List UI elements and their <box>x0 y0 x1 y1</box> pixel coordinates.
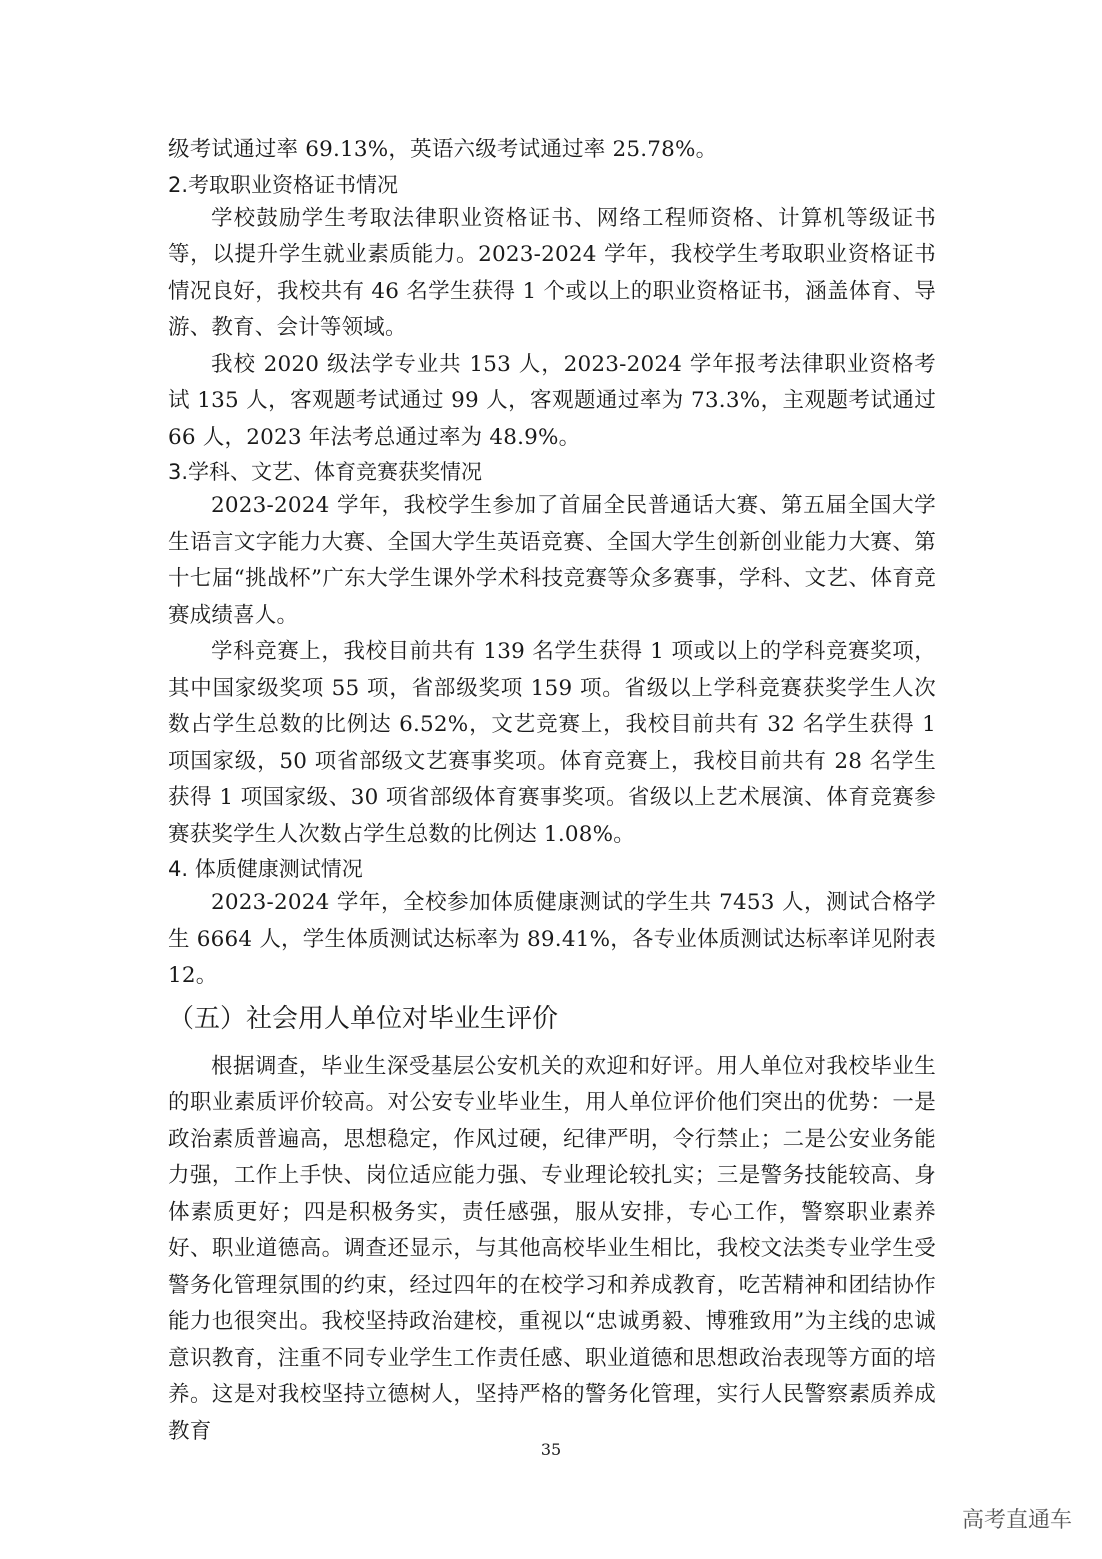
subheading-certificates: 2.考取职业资格证书情况 <box>168 172 399 197</box>
page-number: 35 <box>540 1440 562 1459</box>
paragraph-continued: 级考试通过率 69.13%，英语六级考试通过率 25.78%。 <box>168 137 718 162</box>
subheading-competitions: 3.学科、文艺、体育竞赛获奖情况 <box>168 460 483 484</box>
paragraph-employer-evaluation: 根据调查，毕业生深受基层公安机关的欢迎和好评。用人单位对我校毕业生的职业素质评价较高。对公安专业毕业生，用人单位评价他们突出的优势：一是政治素质普遍高，思想稳定，作风过硬，纪律严明，令行禁止；二是公安业务能力强，工作上手快、岗位适应能力强、专业理论较扎实；三是警务技能较高、身体素质更好；四是积极务实，责任感强，服从安排，专心工作，警察职业素养好、职业道德高。调查还显示，与其他高校毕业生相比，我校文法类专业学生受警务化管理氛围的约束，经过四年的在校学习和养成教育，吃苦精神和团结协作能力也很突出。我校坚持政治建校，重视以“忠诚勇毅、博雅致用”为主线的忠诚意识教育，注重不同专业学生工作责任感、职业道德和思想政治表现等方面的培养。这是对我校坚持立德树人，坚持严格的警务化管理，实行人民警察素质养成教育 <box>168 1053 936 1444</box>
paragraph-fitness: 2023-2024 学年，全校参加体质健康测试的学生共 7453 人，测试合格学生 6664 人，学生体质测试达标率为 89.41%，各专业体质测试达标率详见附表 12。 <box>168 890 936 988</box>
subheading-fitness: 4. 体质健康测试情况 <box>168 857 363 881</box>
page-content <box>168 132 936 1450</box>
paragraph-competitions-intro: 2023-2024 学年，我校学生参加了首届全民普通话大赛、第五届全国大学生语言文字能力大赛、全国大学生英语竞赛、全国大学生创新创业能力大赛、第十七届“挑战杯”广东大学生课外学术科技竞赛等众多赛事，学科、文艺、体育竞赛成绩喜人。 <box>168 493 936 628</box>
section-heading-employer-evaluation: （五）社会用人单位对毕业生评价 <box>168 1003 559 1034</box>
paragraph-competitions-detail: 学科竞赛上，我校目前共有 139 名学生获得 1 项或以上的学科竞赛奖项，其中国家级奖项 55 项，省部级奖项 159 项。省级以上学科竞赛获奖学生人次数占学生总数的比例达 6.52%，文艺竞赛上，我校目前共有 32 名学生获得 1 项国家级，50 项省部级文艺赛事奖项。体育竞赛上，我校目前共有 28 名学生获得 1 项国家级、30 项省部级体育赛事奖项。省级以上艺术展演、体育竞赛参赛获奖学生人次数占学生总数的比例达 1.08%。 <box>168 639 936 847</box>
watermark: 高考直通车 <box>961 1508 1072 1533</box>
paragraph-law-exam: 我校 2020 级法学专业共 153 人，2023-2024 学年报考法律职业资格考试 135 人，客观题考试通过 99 人，客观题通过率为 73.3%，主观题考试通过 66 人，2023 年法考总通过率为 48.9%。 <box>168 351 936 450</box>
paragraph-certificates: 学校鼓励学生考取法律职业资格证书、网络工程师资格、计算机等级证书等，以提升学生就业素质能力。2023-2024 学年，我校学生考取职业资格证书情况良好，我校共有 46 名学生获得 1 个或以上的职业资格证书，涵盖体育、导游、教育、会计等领域。 <box>168 205 936 340</box>
